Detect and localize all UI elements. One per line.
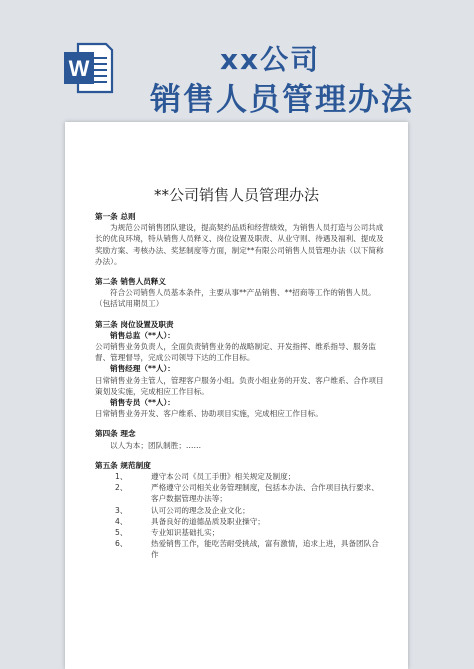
role-description: 日常销售业务主管人，管理客户服务小组。负责小组业务的开发、客户维系、合作项目策划及实施，完成相应工作目标。 — [95, 375, 384, 396]
list-text: 严格遵守公司相关业务管理制度，包括本办法、合作项目执行要求、 — [151, 483, 379, 493]
list-number: 5、 — [115, 528, 128, 538]
list-continuation: 客户数据管理办法等； — [151, 494, 227, 504]
section-paragraph: 为规范公司销售团队建设，提高契约品质和经营绩效，为销售人员打造与公司共成长的优良环境，特从销售人员释义、岗位设置及职责、从业守则、待遇及福利、提成及奖励方案、考核办法、奖惩制度等方面，制定**有限公司销售人员管理办法（以下简称办法）。 — [95, 223, 384, 266]
list-item — [95, 516, 385, 527]
list-text: 专业知识基础扎实； — [151, 528, 220, 538]
section-heading: 第一条 总则 — [95, 212, 136, 221]
word-document-icon — [62, 40, 114, 96]
section-paragraph: 符合公司销售人员基本条件，主要从事**产品销售、**招商等工作的销售人员。（包括试用期员工） — [95, 288, 376, 309]
list-number: 3、 — [115, 505, 128, 515]
role-title: 销售经理（**人）： — [110, 364, 175, 374]
role-title: 销售专员（**人）： — [110, 398, 175, 408]
logo-letter: W — [68, 56, 90, 81]
role-description: 日常销售业务开发、客户维系、协助项目实施，完成相应工作目标。 — [95, 409, 323, 419]
list-text: 热爱销售工作，能吃苦耐受挑战，富有激情，追求上进，具备团队合作 — [151, 539, 379, 560]
list-number: 6、 — [115, 539, 128, 549]
list-item — [95, 505, 385, 516]
section-paragraph: 以人为本；团队制胜；…… — [110, 440, 202, 450]
list-item — [95, 482, 385, 493]
list-text: 遵守本公司《员工手册》相关规定及制度； — [151, 472, 296, 482]
document-body — [95, 211, 385, 561]
list-text: 具备良好的道德品质及职业操守； — [151, 516, 265, 526]
section-heading: 第二条 销售人员释义 — [95, 277, 166, 287]
list-number: 1、 — [115, 472, 128, 482]
list-item — [95, 527, 385, 538]
document-title: **公司销售人员管理办法 — [153, 186, 319, 204]
header-title-line2: 销售人员管理办法 — [150, 82, 414, 118]
list-item — [95, 471, 385, 482]
section-heading: 第四条 理念 — [95, 429, 136, 439]
page-header — [0, 0, 474, 120]
list-text: 认可公司的理念及企业文化； — [151, 505, 250, 515]
document-page — [65, 122, 408, 669]
section-heading: 第三条 岗位设置及职责 — [95, 319, 174, 329]
list-item — [95, 538, 385, 560]
role-title: 销售总监（**人）： — [110, 330, 175, 340]
list-number: 2、 — [115, 483, 128, 493]
list-number: 4、 — [115, 516, 128, 526]
header-title-line1: xx公司 — [220, 43, 321, 76]
section-heading: 第五条 规范制度 — [95, 460, 151, 470]
role-description: 公司销售业务负责人，全面负责销售业务的战略制定、开发指挥、维系指导、服务监督、管理督导，完成公司领导下达的工作目标。 — [95, 342, 376, 363]
